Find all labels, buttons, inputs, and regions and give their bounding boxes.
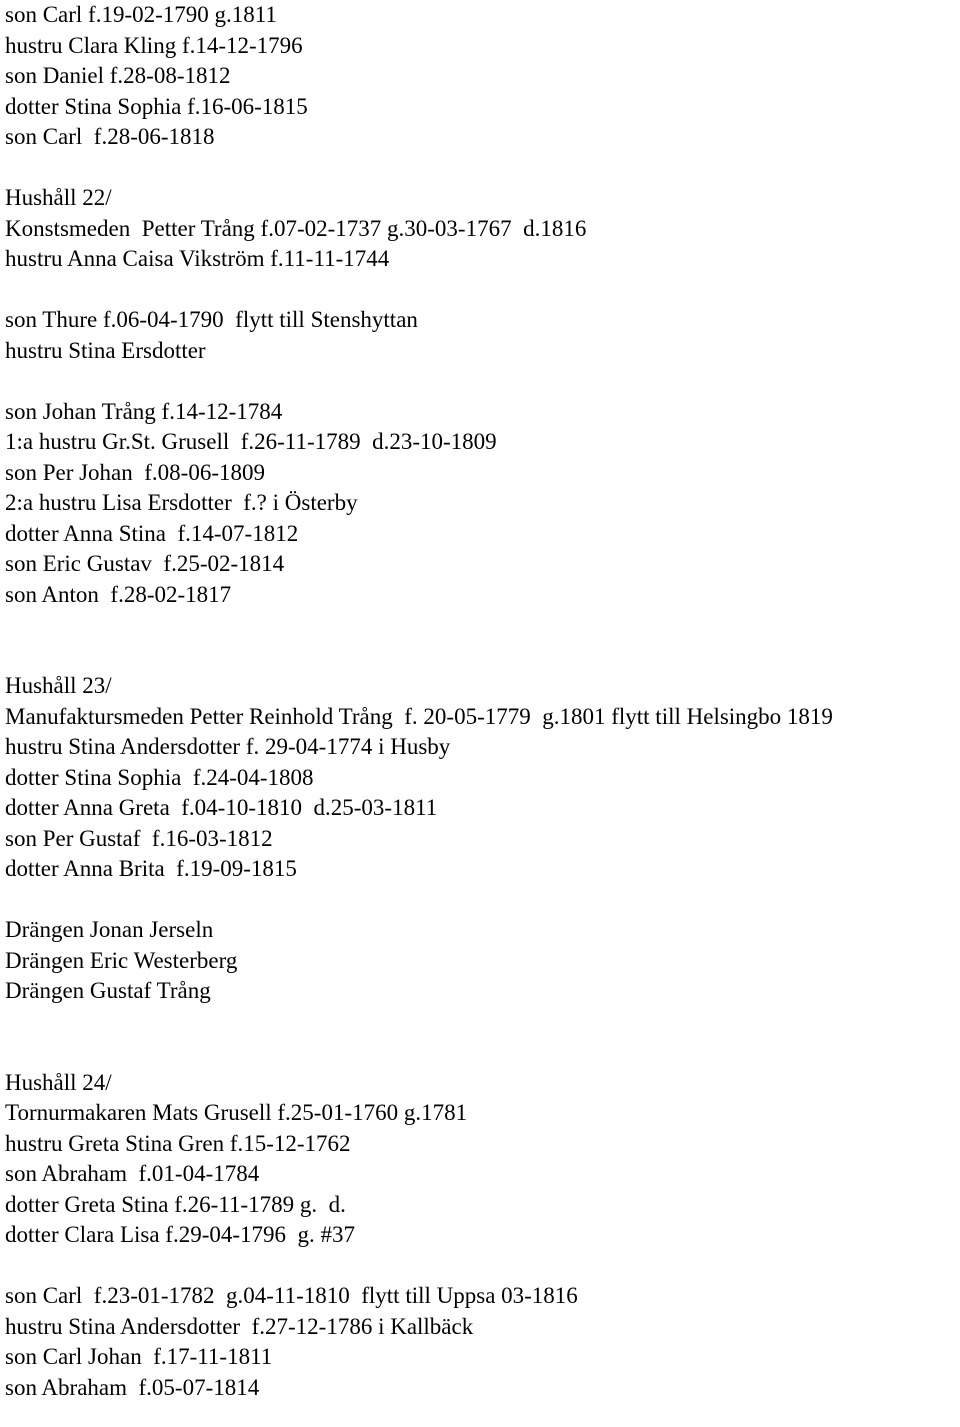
text-line: dotter Clara Lisa f.29-04-1796 g. #37 — [5, 1222, 356, 1247]
text-line: Drängen Gustaf Trång — [5, 978, 211, 1003]
text-line: Konstsmeden Petter Trång f.07-02-1737 g.30-03-1767 d.1816 — [5, 215, 587, 241]
text-line: hustru Anna Caisa Vikström f.11-11-1744 — [5, 246, 390, 271]
text-line: dotter Anna Greta f.04-10-1810 d.25-03-1811 — [5, 795, 438, 820]
text-line: hustru Stina Ersdotter — [5, 337, 206, 363]
text-line: son Carl f.19-02-1790 g.1811 — [5, 2, 277, 27]
text-line: son Abraham f.01-04-1784 — [5, 1161, 260, 1186]
blank-line — [5, 1037, 960, 1068]
text-line: 1:a hustru Gr.St. Grusell f.26-11-1789 d.23-10-1809 — [5, 429, 497, 454]
text-line: 2:a hustru Lisa Ersdotter f.? i Österby — [5, 490, 358, 515]
text-line: dotter Anna Stina f.14-07-1812 — [5, 520, 299, 546]
text-line: son Per Johan f.08-06-1809 — [5, 459, 265, 485]
blank-line — [5, 1007, 960, 1038]
blank-line — [5, 366, 960, 397]
text-line: son Daniel f.28-08-1812 — [5, 63, 231, 88]
text-line: son Per Gustaf f.16-03-1812 — [5, 825, 273, 851]
text-line: Hushåll 22/ — [5, 185, 112, 210]
text-line: son Johan Trång f.14-12-1784 — [5, 398, 283, 424]
document-text — [5, 0, 960, 1403]
text-line: hustru Stina Andersdotter f. 29-04-1774 i Husby — [5, 734, 451, 759]
text-line: Hushåll 24/ — [5, 1069, 112, 1095]
text-line: hustru Greta Stina Gren f.15-12-1762 — [5, 1130, 351, 1156]
blank-line — [5, 641, 960, 672]
text-line: son Abraham f.05-07-1814 — [5, 1374, 260, 1400]
text-line: hustru Stina Andersdotter f.27-12-1786 i Kallbäck — [5, 1313, 474, 1339]
text-line: dotter Anna Brita f.19-09-1815 — [5, 856, 297, 881]
text-line: Tornurmakaren Mats Grusell f.25-01-1760 g.1781 — [5, 1100, 468, 1125]
text-line: dotter Stina Sophia f.24-04-1808 — [5, 764, 314, 790]
blank-line — [5, 275, 960, 306]
blank-line — [5, 610, 960, 641]
blank-line — [5, 1251, 960, 1282]
text-line: hustru Clara Kling f.14-12-1796 — [5, 32, 303, 58]
text-line: son Carl f.28-06-1818 — [5, 124, 215, 149]
text-line: son Eric Gustav f.25-02-1814 — [5, 551, 285, 576]
text-line: son Carl Johan f.17-11-1811 — [5, 1344, 273, 1369]
text-line: Manufaktursmeden Petter Reinhold Trång f. 20-05-1779 g.1801 flytt till Helsingbo 1819 — [5, 703, 833, 729]
text-line: Hushåll 23/ — [5, 673, 112, 698]
text-line: son Anton f.28-02-1817 — [5, 581, 232, 607]
text-line: dotter Greta Stina f.26-11-1789 g. d. — [5, 1191, 346, 1217]
text-line: son Carl f.23-01-1782 g.04-11-1810 flytt till Uppsa 03-1816 — [5, 1283, 578, 1308]
text-line: Drängen Jonan Jerseln — [5, 917, 214, 942]
text-line: dotter Stina Sophia f.16-06-1815 — [5, 93, 308, 119]
blank-line — [5, 885, 960, 916]
text-line: son Thure f.06-04-1790 flytt till Stenshyttan — [5, 307, 418, 332]
blank-line — [5, 153, 960, 184]
text-line: Drängen Eric Westerberg — [5, 947, 238, 973]
